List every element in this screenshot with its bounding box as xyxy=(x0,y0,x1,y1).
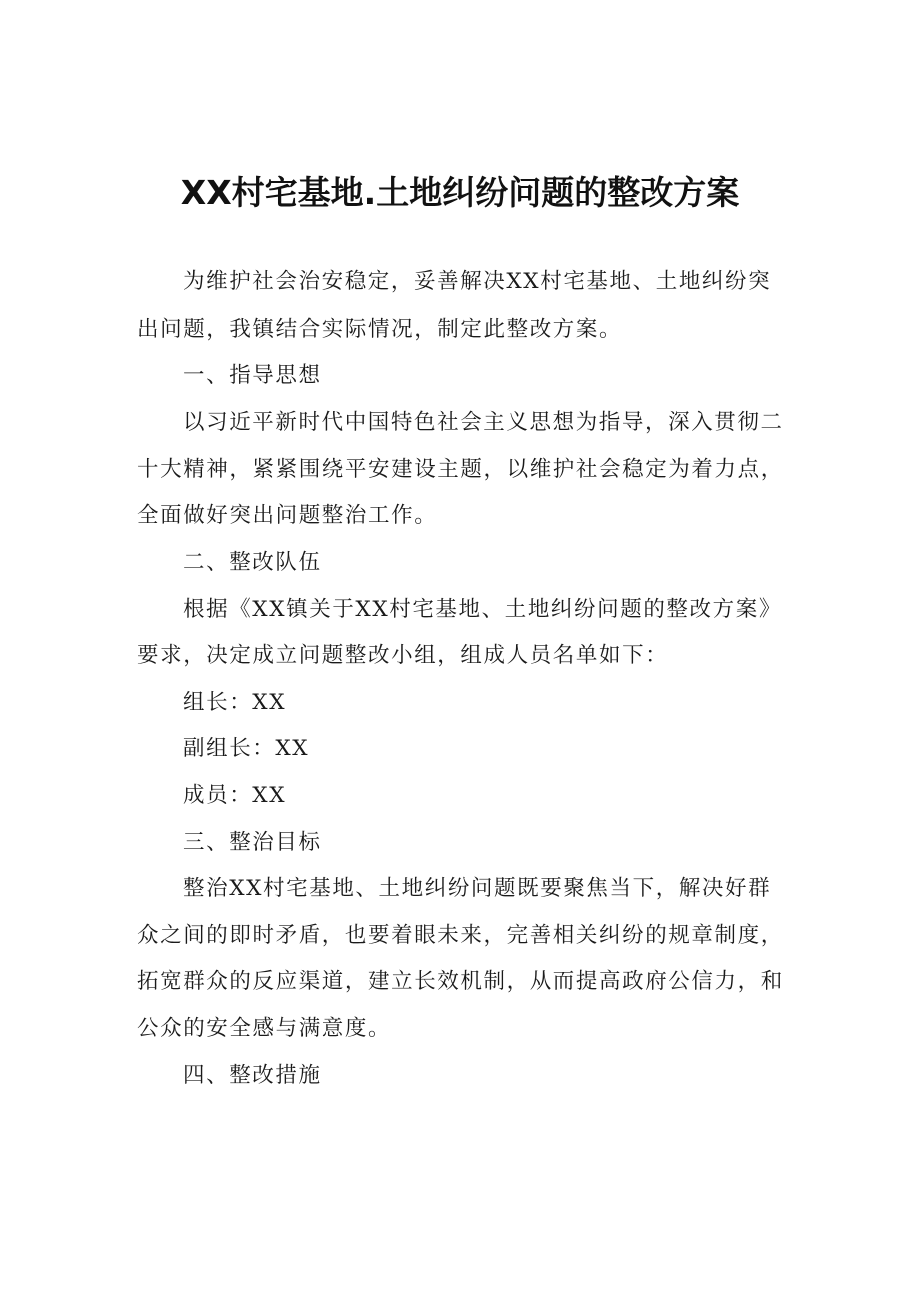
guiding-line-3: 全面做好突出问题整治工作。 xyxy=(137,503,438,528)
intro-line-2: 出问题，我镇结合实际情况，制定此整改方案。 xyxy=(137,317,623,342)
goals-line-1: 整治XX村宅基地、土地纠纷问题既要聚焦当下，解决好群 xyxy=(183,876,772,901)
team-deputy-leader: 副组长：XX xyxy=(183,736,310,761)
section-heading-goals: 三、整治目标 xyxy=(183,830,322,855)
team-line-1: 根据《XX镇关于XX村宅基地、土地纠纷问题的整改方案》 xyxy=(183,597,782,622)
guiding-line-1: 以习近平新时代中国特色社会主义思想为指导，深入贯彻二 xyxy=(183,410,784,435)
team-members: 成员：XX xyxy=(183,783,287,808)
intro-line-1: 为维护社会治安稳定，妥善解决XX村宅基地、土地纠纷突 xyxy=(183,269,772,294)
goals-line-3: 拓宽群众的反应渠道，建立长效机制，从而提高政府公信力，和 xyxy=(137,969,784,994)
goals-line-2: 众之间的即时矛盾，也要着眼未来，完善相关纠纷的规章制度， xyxy=(137,923,784,948)
team-leader: 组长：XX xyxy=(183,690,287,715)
team-line-2: 要求，决定成立问题整改小组，组成人员名单如下： xyxy=(137,643,669,668)
guiding-line-2: 十大精神，紧紧围绕平安建设主题，以维护社会稳定为着力点， xyxy=(137,457,784,482)
document-title: XX村宅基地.土地纠纷问题的整改方案 xyxy=(180,173,740,212)
section-heading-team: 二、整改队伍 xyxy=(183,550,322,575)
section-heading-guiding-thought: 一、指导思想 xyxy=(183,363,322,388)
section-heading-measures: 四、整改措施 xyxy=(183,1063,322,1088)
goals-line-4: 公众的安全感与满意度。 xyxy=(137,1016,392,1041)
